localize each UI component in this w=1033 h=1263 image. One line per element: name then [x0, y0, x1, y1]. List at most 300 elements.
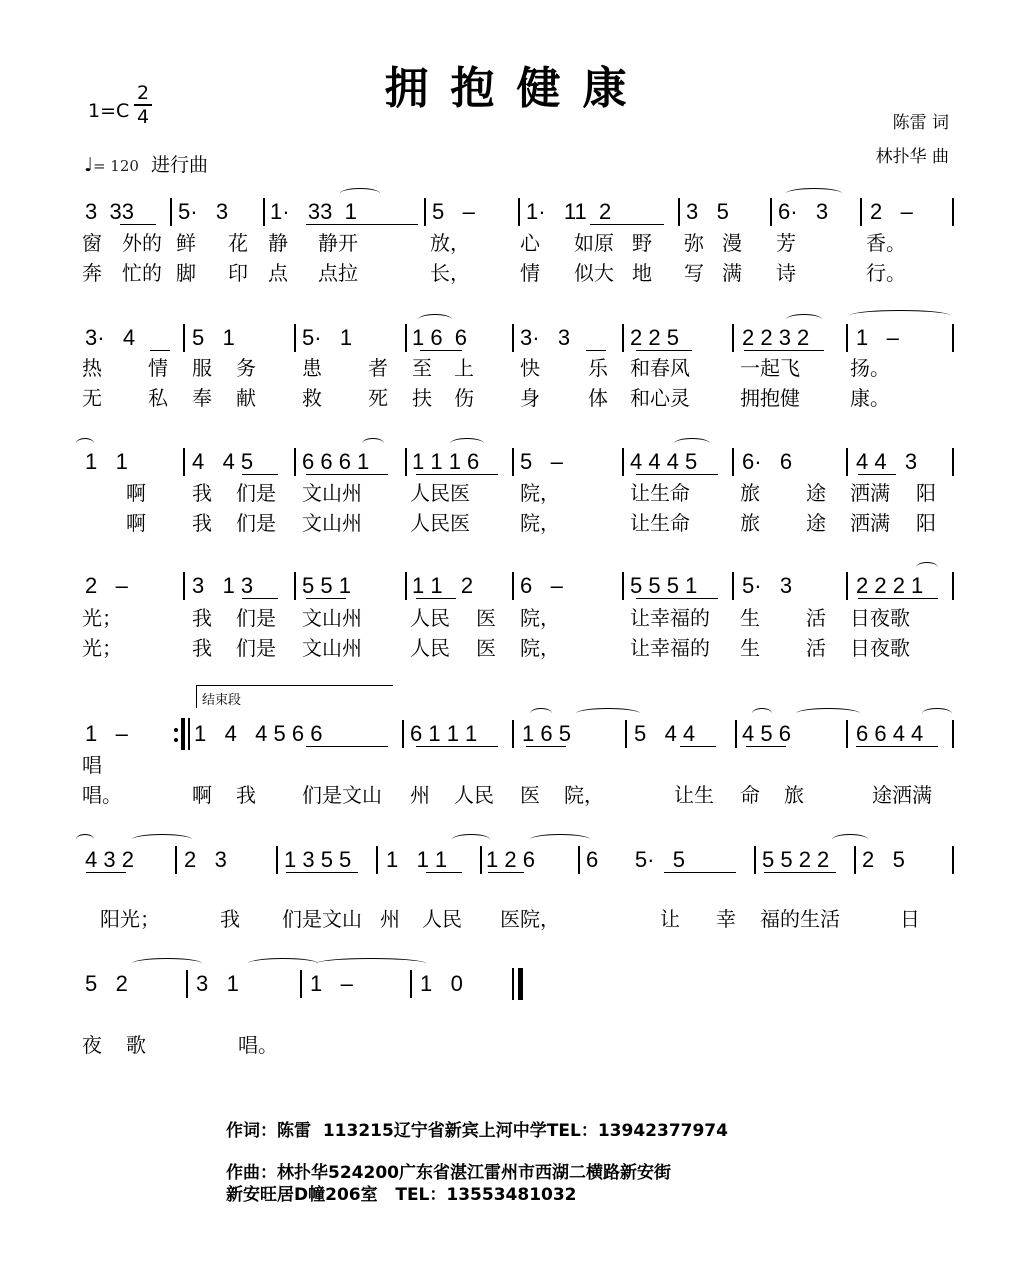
- lyric-syllable: 诗: [776, 261, 796, 285]
- eighth-underline: [590, 224, 664, 225]
- measure: 2 –: [85, 573, 128, 598]
- lyric-syllable: 歌: [126, 1033, 146, 1057]
- lyric-syllable: 夜: [82, 1033, 102, 1057]
- measure: 1 0: [420, 971, 463, 996]
- barline: [410, 970, 412, 998]
- lyric-syllable: 点: [268, 261, 288, 285]
- barline: [402, 720, 404, 748]
- lyric-syllable: 州: [410, 783, 430, 807]
- lyrics-verse-2: [80, 258, 960, 288]
- time-signature: [134, 82, 152, 128]
- eighth-underline: [526, 746, 566, 747]
- lyric-syllable: 放，: [430, 231, 470, 255]
- lyric-syllable: 静开: [318, 231, 358, 255]
- barline: [512, 448, 514, 476]
- lyric-syllable: 务: [236, 356, 256, 380]
- final-barline-thick: [518, 968, 523, 1000]
- lyric-syllable: 身: [520, 386, 540, 410]
- lyric-syllable: 服: [192, 356, 212, 380]
- lyric-syllable: 花: [228, 231, 248, 255]
- lyric-syllable: 脚: [176, 261, 196, 285]
- lyric-syllable: 啊: [126, 481, 146, 505]
- slur: [530, 708, 552, 719]
- composer-address: 新安旺居D幢206室 TEL：13553481032: [226, 1185, 577, 1205]
- barline: [846, 720, 848, 748]
- lyric-syllable: 途: [806, 481, 826, 505]
- eighth-underline: [680, 746, 716, 747]
- slur: [132, 834, 192, 845]
- lyric-syllable: 写: [684, 261, 704, 285]
- lyric-syllable: 命: [740, 783, 760, 807]
- barline: [480, 846, 482, 874]
- measure: 6 6 6 1: [302, 449, 370, 474]
- barline: [376, 846, 378, 874]
- measure: 1 1 1 6: [412, 449, 480, 474]
- lyric-syllable: 扬。: [850, 356, 890, 380]
- song-title: 拥抱健康: [384, 63, 649, 114]
- measure: 1 6 5: [522, 721, 571, 746]
- lyric-syllable: 弥: [684, 231, 704, 255]
- lyric-syllable: 和心灵: [630, 386, 690, 410]
- notation-system-4: [80, 566, 960, 606]
- lyric-syllable: 私: [148, 386, 168, 410]
- measure: 6· 6: [742, 449, 793, 474]
- measure: 5 1: [192, 325, 235, 350]
- barline: [518, 198, 520, 226]
- lyric-syllable: 医: [476, 636, 496, 660]
- lyric-syllable: 文山州: [302, 606, 362, 630]
- measure: 4 4 3: [856, 449, 918, 474]
- lyric-syllable: 地: [632, 261, 652, 285]
- lyric-syllable: 旅: [784, 783, 804, 807]
- lyric-syllable: 长，: [430, 261, 470, 285]
- barline: [770, 198, 772, 226]
- slur: [674, 438, 710, 449]
- barline: [952, 846, 954, 874]
- tempo-value: = 120: [92, 157, 139, 175]
- eighth-underline: [426, 872, 462, 873]
- eighth-underline: [636, 350, 692, 351]
- lyric-syllable: 我: [192, 511, 212, 535]
- lyrics-verse-2: [80, 633, 960, 663]
- eighth-underline: [586, 350, 606, 351]
- lyric-syllable: 印: [228, 261, 248, 285]
- lyric-syllable: 至: [412, 356, 432, 380]
- barline: [405, 572, 407, 600]
- eighth-underline: [858, 598, 938, 599]
- lyric-syllable: 光；: [82, 636, 122, 660]
- barline: [578, 846, 580, 874]
- lyric-syllable: 文山州: [302, 511, 362, 535]
- lyric-syllable: 让生: [674, 783, 714, 807]
- lyric-syllable: 死: [368, 386, 388, 410]
- slur: [786, 188, 842, 199]
- lyric-syllable: 们是: [236, 511, 276, 535]
- lyric-syllable: 院，: [520, 511, 560, 535]
- barline: [424, 198, 426, 226]
- lyric-syllable: 旅: [740, 481, 760, 505]
- lyric-syllable: 活: [806, 636, 826, 660]
- barline: [512, 324, 514, 352]
- barline: [183, 324, 185, 352]
- lyric-syllable: 唱。: [238, 1033, 278, 1057]
- lyric-syllable: 院，: [520, 481, 560, 505]
- barline: [952, 324, 954, 352]
- eighth-underline: [488, 872, 524, 873]
- eighth-underline: [286, 872, 358, 873]
- measure: 5 –: [432, 199, 475, 224]
- slur: [922, 708, 952, 719]
- measure: 3 33: [85, 199, 134, 224]
- lyric-syllable: 途洒满: [872, 783, 932, 807]
- slur: [418, 314, 452, 325]
- lyric-syllable: 啊: [126, 511, 146, 535]
- lyric-syllable: 外的: [122, 231, 162, 255]
- barline: [186, 970, 188, 998]
- lyric-syllable: 无: [82, 386, 102, 410]
- repeat-barline-thin: [188, 718, 190, 750]
- lyric-syllable: 文山州: [302, 481, 362, 505]
- lyric-syllable: 热: [82, 356, 102, 380]
- measure: 6 5· 5: [586, 847, 686, 872]
- barline: [846, 448, 848, 476]
- measure: 5· 3: [178, 199, 229, 224]
- measure: 3· 4: [85, 325, 136, 350]
- notation-system-6: [80, 840, 960, 880]
- measure: 1 1: [85, 449, 128, 474]
- lyric-syllable: 医: [520, 783, 540, 807]
- eighth-underline: [858, 474, 896, 475]
- measure: 2 2 5: [630, 325, 679, 350]
- slur: [796, 708, 860, 719]
- key-signature: 1=C: [88, 100, 130, 122]
- lyric-syllable: 让生命: [630, 481, 690, 505]
- lyric-syllable: 人民医: [410, 481, 470, 505]
- lyric-syllable: 情: [520, 261, 540, 285]
- measure: 3 1: [196, 971, 239, 996]
- eighth-underline: [120, 224, 156, 225]
- lyric-syllable: 体: [588, 386, 608, 410]
- lyric-syllable: 上: [454, 356, 474, 380]
- lyric-syllable: 医院，: [500, 907, 560, 931]
- barline: [294, 324, 296, 352]
- eighth-underline: [856, 746, 938, 747]
- measure: 3 1 3: [192, 573, 254, 598]
- eighth-underline: [416, 474, 498, 475]
- lyric-syllable: 让幸福的: [630, 636, 710, 660]
- lyrics-verse-1: [80, 603, 960, 633]
- lyric-syllable: 人民: [422, 907, 462, 931]
- lyric-syllable: 我: [192, 606, 212, 630]
- lyric-syllable: 救: [302, 386, 322, 410]
- lyrics-verse-1: [80, 353, 960, 383]
- measure: 5 4 4: [634, 721, 696, 746]
- measure: 3 5: [686, 199, 729, 224]
- slur: [362, 438, 384, 449]
- measure: 5 5 2 2: [762, 847, 830, 872]
- lyric-syllable: 唱: [82, 753, 102, 777]
- lyric-syllable: 如原: [574, 231, 614, 255]
- lyrics-verse-1: [80, 478, 960, 508]
- lyric-syllable: 情: [148, 356, 168, 380]
- measure: 5 –: [520, 449, 563, 474]
- measure: 5· 1: [302, 325, 353, 350]
- lyric-syllable: 漫: [722, 231, 742, 255]
- measure: 4 4 4 5: [630, 449, 698, 474]
- slur: [450, 438, 484, 449]
- barline: [405, 324, 407, 352]
- lyric-syllable: 们是: [236, 636, 276, 660]
- measure: 5· 3: [742, 573, 793, 598]
- eighth-underline: [242, 474, 278, 475]
- measure: 4 5 6: [742, 721, 791, 746]
- lyric-syllable: 人民医: [410, 511, 470, 535]
- barline: [952, 720, 954, 748]
- eighth-underline: [416, 746, 498, 747]
- barline: [175, 846, 177, 874]
- composer-credit: 林扑华 曲: [875, 147, 949, 167]
- eighth-underline: [306, 224, 418, 225]
- measure: 2 2 2 1: [856, 573, 924, 598]
- barline: [732, 572, 734, 600]
- barline: [294, 572, 296, 600]
- eighth-underline: [416, 598, 456, 599]
- lyric-syllable: 阳: [916, 511, 936, 535]
- notation-system-2: [80, 318, 960, 358]
- lyric-syllable: 旅: [740, 511, 760, 535]
- lyric-syllable: 洒满: [850, 481, 890, 505]
- measure: 5 5 5 1: [630, 573, 698, 598]
- measure: 1 –: [856, 325, 899, 350]
- measure: 6 1 1 1: [410, 721, 478, 746]
- lyric-syllable: 和春风: [630, 356, 690, 380]
- eighth-underline: [150, 350, 170, 351]
- slur: [452, 834, 490, 845]
- lyric-syllable: 福的生活: [760, 907, 840, 931]
- lyrics-verse-2: [80, 383, 960, 413]
- measure: 1 2 6: [486, 847, 535, 872]
- barline: [263, 198, 265, 226]
- lyric-syllable: 州: [380, 907, 400, 931]
- lyric-syllable: 让生命: [630, 511, 690, 535]
- lyrics-verse-1: [80, 1030, 960, 1060]
- barline: [754, 846, 756, 874]
- eighth-underline: [764, 872, 836, 873]
- eighth-underline: [242, 598, 278, 599]
- lyric-syllable: 扶: [412, 386, 432, 410]
- barline: [183, 572, 185, 600]
- notation-system-7: [80, 964, 960, 1004]
- repeat-dot: [174, 728, 178, 732]
- barline: [294, 448, 296, 476]
- eighth-underline: [746, 746, 786, 747]
- lyrics-verse-2: [80, 780, 960, 810]
- lyric-syllable: 院，: [520, 636, 560, 660]
- measure: 1· 33 1: [270, 199, 357, 224]
- lyric-syllable: 让幸福的: [630, 606, 710, 630]
- measure: 6 –: [520, 573, 563, 598]
- lyric-syllable: 奔: [82, 261, 102, 285]
- lyric-syllable: 香。: [866, 231, 906, 255]
- eighth-underline: [636, 598, 718, 599]
- eighth-underline: [744, 350, 824, 351]
- measure: 2 5: [862, 847, 905, 872]
- measure: 1 –: [85, 721, 128, 746]
- lyric-syllable: 日夜歌: [850, 636, 910, 660]
- barline: [735, 720, 737, 748]
- lyric-syllable: 人民: [410, 636, 450, 660]
- measure: 6· 3: [778, 199, 829, 224]
- lyric-syllable: 唱。: [82, 783, 122, 807]
- barline: [846, 572, 848, 600]
- lyric-syllable: 洒满: [850, 511, 890, 535]
- lyric-syllable: 满: [722, 261, 742, 285]
- barline: [952, 572, 954, 600]
- measure: 2 2 3 2: [742, 325, 810, 350]
- measure: 1 1 1: [386, 847, 448, 872]
- lyric-syllable: 忙的: [122, 261, 162, 285]
- lyric-syllable: 日夜歌: [850, 606, 910, 630]
- barline: [300, 970, 302, 998]
- lyric-syllable: 让: [660, 907, 680, 931]
- lyric-syllable: 院，: [520, 606, 560, 630]
- notation-system-3: [80, 442, 960, 482]
- slur: [530, 834, 590, 845]
- measure: 5 2: [85, 971, 128, 996]
- barline: [622, 324, 624, 352]
- notation-system-5: [80, 714, 960, 754]
- slur: [132, 958, 202, 969]
- lyric-syllable: 伤: [454, 386, 474, 410]
- tempo-style: 进行曲: [151, 154, 209, 176]
- lyrics-verse-2: [80, 508, 960, 538]
- lyric-syllable: 幸: [716, 907, 736, 931]
- measure: 4 3 2: [85, 847, 134, 872]
- lyric-syllable: 芳: [776, 231, 796, 255]
- lyric-syllable: 我: [236, 783, 256, 807]
- lyric-syllable: 人民: [454, 783, 494, 807]
- barline: [622, 448, 624, 476]
- lyric-syllable: 奉: [192, 386, 212, 410]
- barline: [405, 448, 407, 476]
- lyric-syllable: 活: [806, 606, 826, 630]
- lyric-syllable: 窗: [82, 231, 102, 255]
- eighth-underline: [420, 350, 462, 351]
- lyric-syllable: 静: [268, 231, 288, 255]
- lyric-syllable: 途: [806, 511, 826, 535]
- lyric-syllable: 献: [236, 386, 256, 410]
- slur: [916, 562, 938, 573]
- slur: [752, 708, 772, 719]
- barline: [276, 846, 278, 874]
- lyric-syllable: 阳光；: [100, 907, 160, 931]
- repeat-barline-thick: [181, 718, 185, 750]
- measure: 1 4 4 5 6 6: [194, 721, 323, 746]
- measure: 2 –: [870, 199, 913, 224]
- lyric-syllable: 我: [220, 907, 240, 931]
- slur: [316, 958, 426, 969]
- lyric-syllable: 点拉: [318, 261, 358, 285]
- barline: [625, 720, 627, 748]
- lyric-syllable: 野: [632, 231, 652, 255]
- slur: [850, 310, 950, 321]
- eighth-underline: [306, 474, 388, 475]
- slur: [340, 188, 380, 199]
- lyric-syllable: 行。: [866, 261, 906, 285]
- lyric-syllable: 医: [476, 606, 496, 630]
- slur: [786, 314, 822, 325]
- barline: [170, 198, 172, 226]
- measure: 6 6 4 4: [856, 721, 924, 746]
- lyric-syllable: 鲜: [176, 231, 196, 255]
- barline: [860, 198, 862, 226]
- eighth-underline: [636, 474, 718, 475]
- measure: 1· 11 2: [526, 199, 612, 224]
- lyricist-credit: 陈雷 词: [892, 113, 949, 133]
- barline: [846, 324, 848, 352]
- ending-label: 结束段: [202, 693, 242, 708]
- barline: [854, 846, 856, 874]
- meter-numerator: 2: [136, 82, 150, 104]
- barline: [732, 324, 734, 352]
- lyric-syllable: 们是: [236, 481, 276, 505]
- eighth-underline: [664, 872, 736, 873]
- lyric-syllable: 拥抱健: [740, 386, 800, 410]
- lyric-syllable: 生: [740, 636, 760, 660]
- measure: 2 3: [184, 847, 227, 872]
- meter-denominator: 4: [136, 105, 150, 128]
- final-barline-thin: [512, 968, 514, 1000]
- lyricist-contact: 作词：陈雷 113215辽宁省新宾上河中学TEL：13942377974: [226, 1121, 728, 1141]
- lyric-syllable: 们是文山: [302, 783, 382, 807]
- lyric-syllable: 们是: [236, 606, 276, 630]
- eighth-underline: [86, 872, 126, 873]
- lyric-syllable: 我: [192, 636, 212, 660]
- measure: 1 6 6: [412, 325, 468, 350]
- measure: 3· 3: [520, 325, 571, 350]
- lyric-syllable: 生: [740, 606, 760, 630]
- quarter-note-icon: ♩: [84, 154, 93, 176]
- eighth-underline: [306, 746, 388, 747]
- barline: [678, 198, 680, 226]
- measure: 4 4 5: [192, 449, 254, 474]
- barline: [183, 448, 185, 476]
- lyric-syllable: 光；: [82, 606, 122, 630]
- repeat-dot: [174, 738, 178, 742]
- lyric-syllable: 人民: [410, 606, 450, 630]
- lyric-syllable: 快: [520, 356, 540, 380]
- lyrics-verse-1: [80, 904, 960, 934]
- lyric-syllable: 啊: [192, 783, 212, 807]
- lyric-syllable: 患: [302, 356, 322, 380]
- barline: [512, 720, 514, 748]
- lyric-syllable: 乐: [588, 356, 608, 380]
- lyric-syllable: 我: [192, 481, 212, 505]
- barline: [952, 448, 954, 476]
- lyrics-verse-1: [80, 750, 960, 780]
- lyric-syllable: 们是文山: [282, 907, 362, 931]
- lyric-syllable: 院，: [564, 783, 604, 807]
- tempo-marking: [84, 150, 208, 177]
- lyrics-verse-1: [80, 228, 960, 258]
- slur: [832, 834, 868, 845]
- measure: 1 1 2: [412, 573, 474, 598]
- lyric-syllable: 阳: [916, 481, 936, 505]
- composer-contact: 作曲：林扑华524200广东省湛江雷州市西湖二横路新安街: [226, 1163, 671, 1183]
- notation-system-1: [80, 192, 960, 232]
- slur: [576, 708, 640, 719]
- lyric-syllable: 心: [520, 231, 540, 255]
